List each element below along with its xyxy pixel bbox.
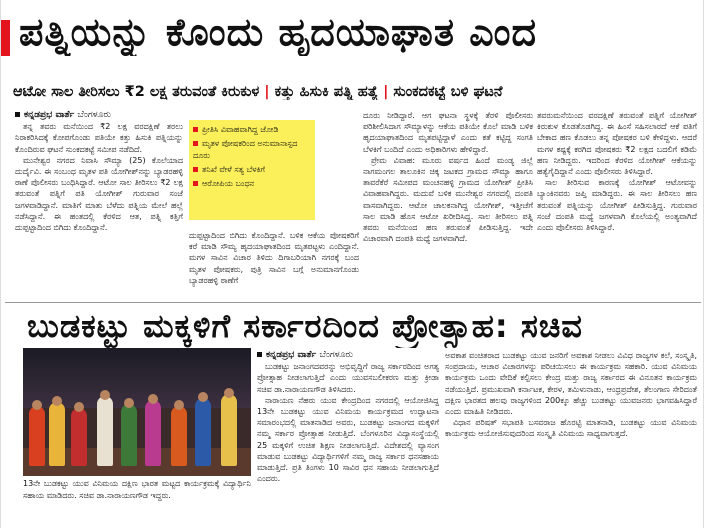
photo-person <box>49 402 65 466</box>
photo-person-head <box>100 390 110 400</box>
photo-person <box>145 400 161 466</box>
highlight-text: ಪ್ರೀತಿಸಿ ವಿವಾಹವಾಗಿದ್ದ ಜೋಡಿ <box>202 125 279 134</box>
subhead-separator: | <box>264 84 270 100</box>
story1-column-3 <box>363 110 533 298</box>
photo-person <box>121 404 137 466</box>
paragraph: ತವರುಮನೆಯಿಂದ ವರದಕ್ಷಿಣೆ ತರುವಂತೆ ಪತ್ನಿಗೆ ಯೋಗೀಶ್ ಕಿರುಕುಳ ಕೊಡತೊಡಗಿದ್ದ. ಈ ಹಿಂಸೆ ಸಹಿಸಲಾರದೆ ಆಕೆ ಪತಿಗೆ ಬೇಕಾದ ಹಣ ಕೊಡಲು ತನ್ನ ಪೋಷಕರ ಬಳಿ ಕೇಳಿದ್ದಳು. ಆದರೆ ಮಗಳ ಕಷ್ಟಕ್ಕೆ ಕರಗಿದ ಪೋಷಕರು ₹2 ಲಕ್ಷದ ಬದಲಿಗೆ ಕಡಿಮೆ ಹಣ ನೀಡಿದ್ದರು. ಇದರಿಂದ ಕೆರಳಿದ ಯೋಗೀಶ್ ಆಕೆಯನ್ನು ಹತ್ಯೆಗೈದಿದ್ದಾನೆ ಎಂದು ಪೊಲೀಸರು ತಿಳಿಸಿದ್ದಾರೆ. <box>537 111 697 177</box>
highlight-item <box>193 178 311 190</box>
paragraph: ಮುನೇಶ್ವರ ನಗರದ ನಿವಾಸಿ ಸೌಮ್ಯಾ (25) ಕೊಲೆಯಾದ ದುರ್ದೈವಿ. ಈ ಸಂಬಂಧ ಮೃತಳ ಪತಿ ಯೋಗೀಶ್‌ನನ್ನು ಬ್ಯಾಡರಹಳ್ಳಿ ಠಾಣೆ ಪೊಲೀಸರು ಬಂಧಿಸಿದ್ದಾರೆ. ಆಟೋ ಸಾಲ ತೀರಿಸಲು ₹2 ಲಕ್ಷ ತರುವಂತೆ ಪತ್ನಿಗೆ ಪತಿ ಯೋಗೀಶ್ ಗುರುವಾರ ಸಂಜೆ ಜಗಳವಾಡಿದ್ದಾನೆ. ಮಾತಿಗೆ ಮಾತು ಬೆಳೆದು ಪತ್ನಿಯ ಮೇಲೆ ಹಲ್ಲೆ ನಡೆಸಿದ್ದಾನೆ. ಈ ಹಂತದಲ್ಲಿ ಕೆರಳಿದ ಆತ, ಪತ್ನಿ ಕತ್ತಿಗೆ ದುಪ್ಪಟ್ಟಾದಿಂದ ಬಿಗಿದು ಕೊಂದಿದ್ದಾನೆ. <box>15 155 183 233</box>
photo-person <box>71 408 87 466</box>
story1-headline: ಪತ್ನಿಯನ್ನು ಕೊಂದು ಹೃದಯಾಘಾತ ಎಂದ <box>19 10 537 54</box>
paragraph: ವಿಧಾನ ಪರಿಷತ್ ಸಭಾಪತಿ ಬಸವರಾಜ ಹೊರಟ್ಟಿ ಮಾತನಾಡಿ, ಬುಡಕಟ್ಟು ಯುವ ವಿನಿಮಯ ಕಾರ್ಯಕ್ರಮ ಆಯೋಜಿಸುವುದರಿಂದ ಸಂಸ್ಕೃತಿ ವಿನಿಮಯ ಸಾಧ್ಯವಾಗುತ್ತದೆ. <box>445 418 697 439</box>
paragraph: ಬುಡಕಟ್ಟು ಜನಾಂಗದವರನ್ನು ಅಭಿವೃದ್ಧಿಗೆ ರಾಜ್ಯ ಸರ್ಕಾರದಿಂದ ಅಗತ್ಯ ಪ್ರೋತ್ಸಾಹ ನೀಡಲಾಗುತ್ತಿದೆ ಎಂದು ಯುವಸಬಲೀಕರಣ ಮತ್ತು ಕ್ರೀಡಾ ಸಚಿವ ಡಾ.ನಾರಾಯಣಗೌಡ ತಿಳಿಸಿದರು. <box>257 362 439 394</box>
photo-person <box>221 394 237 466</box>
highlight-item <box>193 138 311 162</box>
story-divider <box>5 302 701 303</box>
story1-subhead <box>13 84 703 100</box>
paragraph: ಅವಕಾಶ ವಂಚಿತರಾದ ಬುಡಕಟ್ಟು ಯುವ ಜನರಿಗೆ ಅವಕಾಶ ನೀಡಲು ವಿವಿಧ ರಾಜ್ಯಗಳ ಕಲೆ, ಸಂಸ್ಕೃತಿ, ಸಂಪ್ರದಾಯ, ಆಚಾರ ವಿಚಾರಗಳನ್ನು ಪರಿಚಯಿಸಲು ಈ ಕಾರ್ಯಕ್ರಮ ಸಹಕಾರಿ. ಯುವ ವಿನಿಮಯ ಕಾರ್ಯಕ್ರಮ ಒಂದು ವೇದಿಕೆ ಕಲ್ಪಿಸಲು ಕೇಂದ್ರ ಮತ್ತು ರಾಜ್ಯ ಸರ್ಕಾರದ ಈ ವಿನೂತನ ಕಾರ್ಯಕ್ರಮ ನಡೆಯುತ್ತಿದೆ. ಪ್ರಮುಖವಾಗಿ ಕರ್ನಾಟಕ, ಕೇರಳ, ತಮಿಳುನಾಡು, ಆಂಧ್ರಪ್ರದೇಶ, ತೆಲಂಗಾಣ ಸೇರಿದಂತೆ ದಕ್ಷಿಣ ಭಾರತದ ಹಲವು ರಾಜ್ಯಗಳಿಂದ 200ಕ್ಕೂ ಹೆಚ್ಚು ಬುಡಕಟ್ಟು ಯುವಜನರು ಭಾಗವಹಿಸಿದ್ದಾರೆ ಎಂದು ಮಾಹಿತಿ ನೀಡಿದರು. <box>445 351 697 417</box>
photo-person <box>29 406 45 466</box>
photo-person-head <box>52 396 62 406</box>
byline: ಕನ್ನಡಪ್ರಭ ವಾರ್ತೆ <box>266 350 317 360</box>
bullet-icon <box>193 167 198 172</box>
photo-person <box>97 396 113 466</box>
story1-column-2 <box>189 230 359 298</box>
highlight-item <box>193 124 311 136</box>
subhead-part: ಆಟೋ ಸಾಲ ತೀರಿಸಲು ₹2 ಲಕ್ಷ ತರುವಂತೆ ಕಿರುಕುಳ <box>13 84 260 100</box>
story1-dateline <box>15 110 183 121</box>
photo-person-head <box>224 388 234 398</box>
headline-accent-bar <box>1 20 10 56</box>
paragraph: ಸಾಲ ತೀರಿಸುವ ಕಾರಣಕ್ಕೆ ಯೋಗೀಶ್ ಆಟೋವನ್ನು ಬ್ಯಾಂಕಿನವರು ಜಪ್ತಿ ಮಾಡಿದ್ದರು. ಈ ಸಾಲ ತೀರಿಸಲು ಹಣ ತರುವಂತೆ ಪತ್ನಿಯನ್ನು ಯೋಗೀಶ್ ಪೀಡಿಸುತ್ತಿದ್ದ. ಗುರುವಾರ ಸಂಜೆ ದಂಪತಿ ಮಧ್ಯೆ ಜಗಳವಾಗಿ ಕೊಲೆಯಲ್ಲಿ ಅಂತ್ಯವಾಗಿದೆ ಎಂದು ಪೊಲೀಸರು ತಿಳಿಸಿದ್ದಾರೆ. <box>537 178 697 233</box>
dateline-city: ಬೆಂಗಳೂರು <box>319 350 353 360</box>
byline: ಕನ್ನಡಪ್ರಭ ವಾರ್ತೆ <box>24 110 75 120</box>
photo-person <box>195 398 211 466</box>
event-photo <box>23 348 251 476</box>
paragraph: ದುಪ್ಪಟ್ಟಾದಿಂದ ಬಿಗಿದು ಕೊಂದಿದ್ದಾನೆ. ಬಳಿಕ ಆಕೆಯ ಪೋಷಕರಿಗೆ ಕರೆ ಮಾಡಿ ಸೌಮ್ಯ ಹೃದಯಾಘಾತದಿಂದ ಮೃತಪಟ್ಟಳು ಎಂದಿದ್ದಾನೆ. ಮಗಳ ಸಾವಿನ ವಿಚಾರ ತಿಳಿದು ದಿಗಾಬರಿಯಾಗಿ ನಗರಕ್ಕೆ ಬಂದ ಮೃತಳ ಪೋಷಕರು, ಪುತ್ರಿ ಸಾವಿನ ಬಗ್ಗೆ ಅನುಮಾನಗೊಂಡು ಬ್ಯಾಡರಹಳ್ಳಿ ಠಾಣೆಗೆ <box>189 231 359 285</box>
paragraph: ನಾರಾಯಣ ನೆಹರು ಯುವ ಕೇಂದ್ರದಿಂದ ನಗರದಲ್ಲಿ ಆಯೋಜಿಸಿದ್ದ 13ನೇ ಬುಡಕಟ್ಟು ಯುವ ವಿನಿಮಯ ಕಾರ್ಯಕ್ರಮದ ಉದ್ಘಾಟನಾ ಸಮಾರಂಭದಲ್ಲಿ ಮಾತನಾಡಿದ ಅವರು, ಬುಡಕಟ್ಟು ಜನಾಂಗದ ಮಕ್ಕಳಿಗೆ ನಮ್ಮ ಸರ್ಕಾರ ಪ್ರೋತ್ಸಾಹ ನೀಡುತ್ತಿದೆ. ಬೆಂಗಳೂರಿನ ವಿದ್ಯಾಸಂಸ್ಥೆಯಲ್ಲಿ 25 ಮಕ್ಕಳಿಗೆ ಉಚಿತ ಶಿಕ್ಷಣ ನೀಡಲಾಗುತ್ತಿದೆ. ವಿದೇಶದಲ್ಲಿ ವ್ಯಾಸಂಗ ಮಾಡುವ ಬುಡಕಟ್ಟು ವಿದ್ಯಾರ್ಥಿಗಳಿಗೆ ನಮ್ಮ ರಾಜ್ಯ ಸರ್ಕಾರ ಧನಸಹಾಯ ಮಾಡುತ್ತಿದೆ. ಪ್ರತಿ ತಿಂಗಳು 10 ಸಾವಿರ ಧನ ಸಹಾಯ ನೀಡಲಾಗುತ್ತಿದೆ ಎಂದರು. <box>257 395 439 484</box>
dateline-city: ಬೆಂಗಳೂರು <box>77 110 111 120</box>
photo-caption: 13ನೇ ಬುಡಕಟ್ಟು ಯುವ ವಿನಿಮಯ ದಕ್ಷಿಣ ಭಾರತ ಮಟ್ಟದ ಕಾರ್ಯಕ್ರಮಕ್ಕೆ ವಿದ್ಯಾರ್ಥಿನಿ ಸಹಾಯ ಮಾಡಿದರು. ಸಚಿವ ಡಾ.ನಾರಾಯಣಗೌಡ ಇದ್ದರು. <box>23 479 251 500</box>
photo-person-head <box>148 394 158 404</box>
dateline-square-icon <box>15 112 20 117</box>
photo-person-head <box>124 398 134 408</box>
bullet-icon <box>193 127 198 132</box>
photo-person-head <box>198 392 208 402</box>
paragraph: ಪ್ರೇಮ ವಿವಾಹ: ಮೂರು ವರ್ಷದ ಹಿಂದೆ ಮಂಡ್ಯ ಜಿಲ್ಲೆ ನಾಗಮಂಗಲ ತಾಲೂಕಿನ ಚಿಕ್ಕ ಜಟಕದ ಗ್ರಾಮದ ಸೌಮ್ಯಾ ಹಾಗೂ ತಾವರೆಕೆರೆ ಸಮೀಪದ ಮಂಚನಹಳ್ಳಿ ಗ್ರಾಮದ ಯೋಗೀಶ್ ಪ್ರೀತಿಸಿ ವಿವಾಹವಾಗಿದ್ದರು. ಮದುವೆ ಬಳಿಕ ಮುನೇಶ್ವರ ನಗರದಲ್ಲಿ ದಂಪತಿ ವಾಸವಾಗಿದ್ದರು. ಆಟೋ ಚಾಲಕನಾಗಿದ್ದ ಯೋಗೀಶ್, ಇತ್ತೀಚೆಗೆ ಸಾಲ ಮಾಡಿ ಹೊಸ ಆಟೋ ಖರೀದಿಸಿದ್ದ. ಸಾಲ ತೀರಿಸಲು ಪತ್ನಿ ತವರು ಮನೆಯಿಂದ ಹಣ ತರುವಂತೆ ಪೀಡಿಸುತ್ತಿದ್ದ. ಇದೇ ವಿಚಾರವಾಗಿ ದಂಪತಿ ಮಧ್ಯೆ ಜಗಳವಾಗಿದೆ. <box>363 155 533 244</box>
photo-person-head <box>32 400 42 410</box>
story1-column-1 <box>15 110 183 298</box>
story1-highlights-box <box>189 120 315 220</box>
story1-column-4 <box>537 110 697 298</box>
photo-person <box>171 406 187 466</box>
bullet-icon <box>193 181 198 186</box>
bullet-icon <box>193 141 198 146</box>
photo-person-head <box>74 402 84 412</box>
highlight-item <box>193 164 311 176</box>
subhead-separator: | <box>383 84 389 100</box>
story2-headline: ಬುಡಕಟ್ಟು ಮಕ್ಕಳಿಗೆ ಸರ್ಕಾರದಿಂದ ಪ್ರೋತ್ಸಾಹ: ಸಚಿವ <box>27 307 583 345</box>
story2-column-3 <box>445 350 697 522</box>
subhead-part: ಕತ್ತು ಹಿಸುಕಿ ಪತ್ನಿ ಹತ್ಯೆ <box>274 84 379 100</box>
dateline-square-icon <box>257 352 262 357</box>
highlight-text: ತನಿಖೆ ವೇಳೆ ಸತ್ಯ ಬೆಳಕಿಗೆ <box>202 165 265 174</box>
photo-person-head <box>174 400 184 410</box>
highlight-text: ಆರೋಪಿಯ ಬಂಧನ <box>202 179 255 188</box>
highlight-text: ಮೃತಳ ಪೋಷಕರಿಂದ ಅನುಮಾನಾಸ್ಪದ ದೂರು <box>193 139 298 160</box>
paragraph: ತನ್ನ ತವರು ಮನೆಯಿಂದ ₹2 ಲಕ್ಷ ವರದಕ್ಷಿಣೆ ತರಲು ನಿರಾಕರಿಸಿದಕ್ಕೆ ಕೋಪಗೊಂಡು ಪತಿಯೇ ಕತ್ತು ಹಿಸುಕಿ ಪತ್ನಿಯನ್ನು ಕೊಂದಿರುವ ಘಟನೆ ಸುಂಕದಕಟ್ಟೆ ಸಮೀಪ ನಡೆದಿದೆ. <box>15 122 183 154</box>
subhead-part: ಸುಂಕದಕಟ್ಟೆ ಬಳಿ ಘಟನೆ <box>393 84 503 100</box>
paragraph: ದೂರು ನೀಡಿದ್ದಾರೆ. ಆಗ ಘಟನಾ ಸ್ಥಳಕ್ಕೆ ತೆರಳಿ ಪೊಲೀಸರು ಪರಿಶೀಲಿಸಿದಾಗ ಸೌಮ್ಯಾಳನ್ನು ಆಕೆಯ ಪತಿಯೇ ಕೊಲೆ ಮಾಡಿ ಬಳಿಕ ಹೃದಯಾಘಾತದಿಂದ ಮೃತಪಟ್ಟಿದ್ದಾಳೆ ಎಂದು ಕತೆ ಕಟ್ಟಿದ್ದ ಸಂಗತಿ ಬೆಳಕಿಗೆ ಬಂದಿದೆ ಎಂದು ಅಧಿಕಾರಿಗಳು ಹೇಳಿದ್ದಾರೆ. <box>363 111 533 154</box>
story2-dateline <box>257 350 439 361</box>
story2-column-2 <box>257 350 439 522</box>
